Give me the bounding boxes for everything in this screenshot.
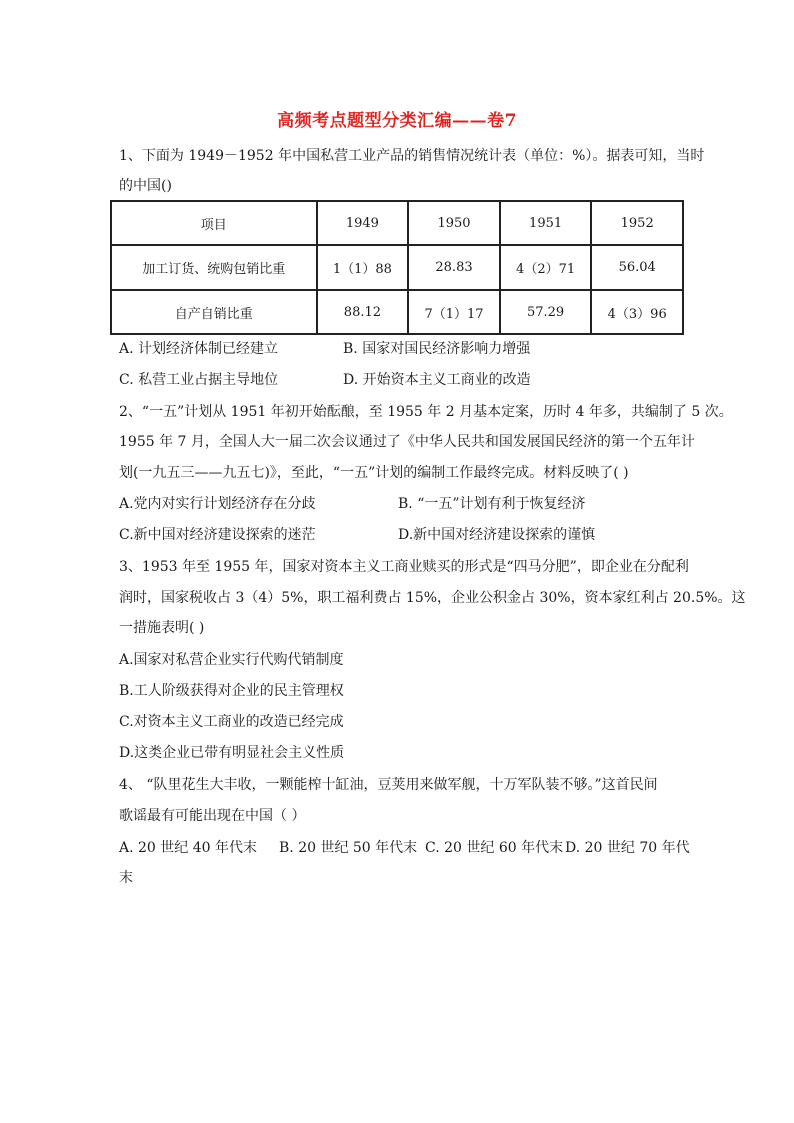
table-row <box>111 290 683 334</box>
q3-stem-line2: 润时，国家税收占 3（4）5%，职工福利费占 15%，企业公积金占 30%，资本家红利占 20.5%。这 <box>119 590 746 606</box>
q3-stem-line1: 3、1953 年至 1955 年，国家对资本主义工商业赎买的形式是“四马分肥”，即企业在分配利 <box>119 559 689 575</box>
header-cell-1949: 1949 <box>317 201 409 245</box>
table-cell: 57.29 <box>500 290 592 334</box>
table-cell: 1（1）88 <box>317 245 409 290</box>
q4-stem-line1: 4、 “队里花生大丰收，一颗能榨十缸油，豆荚用来做军舰，十万军队装不够。”这首民间 <box>119 777 658 793</box>
q4-option-d-wrap: 末 <box>119 870 133 886</box>
q1-stem-line2: 的中国() <box>119 178 172 194</box>
q3-option-c: C.对资本主义工商业的改造已经完成 <box>119 714 344 730</box>
q4-stem-line2: 歌谣最有可能出现在中国（ ） <box>119 808 306 824</box>
q1-data-table <box>110 200 684 335</box>
table-cell: 7（1）17 <box>408 290 500 334</box>
table-cell: 28.83 <box>408 245 500 290</box>
q4-option-a: A. 20 世纪 40 年代末 <box>119 840 257 856</box>
q1-option-b: B. 国家对国民经济影响力增强 <box>343 341 531 357</box>
q1-option-d: D. 开始资本主义工商业的改造 <box>343 372 531 388</box>
table-row <box>111 245 683 290</box>
q4-option-b: B. 20 世纪 50 年代末 <box>279 840 418 856</box>
q3-option-a: A.国家对私营企业实行代购代销制度 <box>119 652 344 668</box>
table-cell: 88.12 <box>317 290 409 334</box>
header-cell-1952: 1952 <box>591 201 683 245</box>
q3-option-d: D.这类企业已带有明显社会主义性质 <box>119 745 345 761</box>
q2-stem-line2: 1955 年 7 月，全国人大一届二次会议通过了《中华人民共和国发展国民经济的第一个五年计 <box>119 434 695 450</box>
q3-stem-line3: 一措施表明( ) <box>119 620 205 636</box>
q2-option-b: B. “一五”计划有利于恢复经济 <box>398 496 586 512</box>
q2-option-d: D.新中国对经济建设探索的谨慎 <box>398 527 596 543</box>
q2-stem-line3: 划(一九五三——九五七)》，至此，“一五”计划的编制工作最终完成。材料反映了( ) <box>119 465 629 481</box>
header-cell-item: 项目 <box>111 201 317 245</box>
q4-option-d: D. 20 世纪 70 年代 <box>565 840 690 856</box>
table-cell: 56.04 <box>591 245 683 290</box>
q1-option-a: A. 计划经济体制已经建立 <box>119 341 279 357</box>
table-cell: 4（2）71 <box>500 245 592 290</box>
q1-option-c: C. 私营工业占据主导地位 <box>119 372 279 388</box>
q3-option-b: B.工人阶级获得对企业的民主管理权 <box>119 683 344 699</box>
q4-option-c: C. 20 世纪 60 年代末 <box>425 840 564 856</box>
q2-stem-line1: 2、“一五”计划从 1951 年初开始酝酿，至 1955 年 2 月基本定案，历时 4 年多，共编制了 5 次。 <box>119 404 733 420</box>
table-cell: 自产自销比重 <box>111 290 317 334</box>
q2-option-c: C.新中国对经济建设探索的迷茫 <box>119 527 316 543</box>
header-cell-1951: 1951 <box>500 201 592 245</box>
header-cell-1950: 1950 <box>408 201 500 245</box>
table-cell: 加工订货、统购包销比重 <box>111 245 317 290</box>
table-cell: 4（3）96 <box>591 290 683 334</box>
q1-stem-line1: 1、下面为 1949－1952 年中国私营工业产品的销售情况统计表（单位：%）。据表可知，当时 <box>119 148 705 164</box>
table-header-row <box>111 201 683 245</box>
page-title: 高频考点题型分类汇编——卷7 <box>277 111 517 131</box>
q2-option-a: A.党内对实行计划经济存在分歧 <box>119 496 316 512</box>
